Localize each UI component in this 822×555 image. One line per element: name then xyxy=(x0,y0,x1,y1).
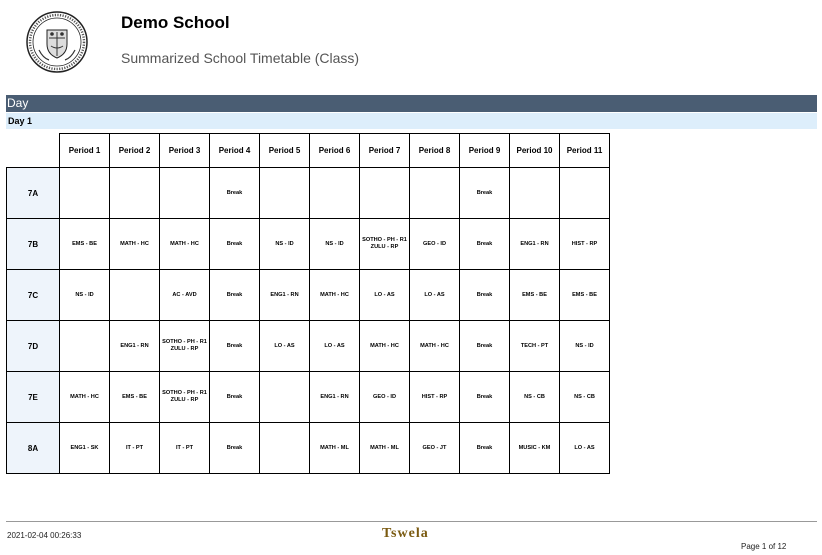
timetable-cell: Break xyxy=(460,423,510,474)
timetable-cell: MATH - HC xyxy=(410,321,460,372)
period-header: Period 10 xyxy=(510,134,560,168)
timetable-cell: MATH - ML xyxy=(310,423,360,474)
footer-divider xyxy=(6,521,817,522)
timetable-cell: TECH - PT xyxy=(510,321,560,372)
table-row xyxy=(7,321,610,372)
period-header: Period 6 xyxy=(310,134,360,168)
timetable-cell: MATH - HC xyxy=(310,270,360,321)
timetable-cell xyxy=(260,168,310,219)
timetable-cell xyxy=(410,168,460,219)
timetable-cell: AC - AVD xyxy=(160,270,210,321)
timetable-cell: ENG1 - RN xyxy=(260,270,310,321)
timetable-body xyxy=(7,168,610,474)
timetable-cell: LO - AS xyxy=(410,270,460,321)
table-row xyxy=(7,219,610,270)
timetable-cell xyxy=(110,168,160,219)
report-subtitle: Summarized School Timetable (Class) xyxy=(121,50,360,66)
school-crest-icon xyxy=(25,10,89,74)
timetable-cell: Break xyxy=(460,270,510,321)
period-header: Period 9 xyxy=(460,134,510,168)
timetable-cell: EMS - BE xyxy=(110,372,160,423)
timetable-cell: LO - AS xyxy=(360,270,410,321)
timetable-cell: Break xyxy=(210,372,260,423)
school-name: Demo School xyxy=(121,13,230,32)
period-header: Period 5 xyxy=(260,134,310,168)
timetable-cell: ENG1 - RN xyxy=(310,372,360,423)
period-header: Period 3 xyxy=(160,134,210,168)
day-label: Day 1 xyxy=(6,113,817,129)
timetable-header-row xyxy=(7,134,610,168)
timetable-cell: Break xyxy=(460,168,510,219)
timetable-cell: MATH - HC xyxy=(110,219,160,270)
timetable-cell: GEO - ID xyxy=(360,372,410,423)
period-header: Period 8 xyxy=(410,134,460,168)
timetable-cell: Break xyxy=(460,321,510,372)
period-header: Period 1 xyxy=(60,134,110,168)
table-row xyxy=(7,168,610,219)
timetable-cell: IT - PT xyxy=(110,423,160,474)
timetable-cell: LO - AS xyxy=(560,423,610,474)
brand-logo: Tswela xyxy=(382,526,429,541)
table-row xyxy=(7,423,610,474)
timetable-cell: MATH - HC xyxy=(60,372,110,423)
timetable-cell xyxy=(310,168,360,219)
timetable-cell: SOTHO - PH - R1 ZULU - RP xyxy=(160,321,210,372)
timetable-cell: NS - CB xyxy=(560,372,610,423)
print-timestamp: 2021-02-04 00:26:33 xyxy=(7,531,82,540)
timetable-cell: EMS - BE xyxy=(560,270,610,321)
timetable-cell xyxy=(160,168,210,219)
day-section-bar: Day xyxy=(6,95,817,112)
timetable-cell: Break xyxy=(210,270,260,321)
page-number: Page 1 of 12 xyxy=(741,542,787,551)
timetable-cell: MATH - HC xyxy=(160,219,210,270)
timetable-cell xyxy=(510,168,560,219)
timetable-cell: GEO - ID xyxy=(410,219,460,270)
class-label: 7A xyxy=(7,168,60,219)
period-header: Period 11 xyxy=(560,134,610,168)
timetable-cell: SOTHO - PH - R1 ZULU - RP xyxy=(160,372,210,423)
timetable-cell xyxy=(110,270,160,321)
timetable-cell: MUSIC - KM xyxy=(510,423,560,474)
timetable-cell: NS - ID xyxy=(60,270,110,321)
period-header: Period 7 xyxy=(360,134,410,168)
timetable-cell: NS - CB xyxy=(510,372,560,423)
class-label: 7D xyxy=(7,321,60,372)
timetable-cell xyxy=(360,168,410,219)
timetable-cell: MATH - HC xyxy=(360,321,410,372)
timetable-cell: Break xyxy=(210,168,260,219)
class-label: 7C xyxy=(7,270,60,321)
timetable-cell: Break xyxy=(210,423,260,474)
timetable-cell: LO - AS xyxy=(310,321,360,372)
timetable xyxy=(6,133,610,474)
timetable-cell: ENG1 - RN xyxy=(110,321,160,372)
timetable-cell xyxy=(60,168,110,219)
timetable-cell: Break xyxy=(460,219,510,270)
timetable-cell: LO - AS xyxy=(260,321,310,372)
corner-cell xyxy=(7,134,60,168)
period-header: Period 2 xyxy=(110,134,160,168)
timetable-cell xyxy=(260,423,310,474)
timetable-cell: IT - PT xyxy=(160,423,210,474)
table-row xyxy=(7,372,610,423)
timetable-cell: EMS - BE xyxy=(510,270,560,321)
timetable-cell: NS - ID xyxy=(560,321,610,372)
timetable-cell: HIST - RP xyxy=(410,372,460,423)
timetable-cell xyxy=(560,168,610,219)
timetable-cell: NS - ID xyxy=(260,219,310,270)
timetable-cell: Break xyxy=(210,321,260,372)
table-row xyxy=(7,270,610,321)
period-header: Period 4 xyxy=(210,134,260,168)
timetable-cell xyxy=(60,321,110,372)
timetable-cell: EMS - BE xyxy=(60,219,110,270)
timetable-cell: ENG1 - SK xyxy=(60,423,110,474)
timetable-cell: Break xyxy=(460,372,510,423)
class-label: 7B xyxy=(7,219,60,270)
timetable-cell: NS - ID xyxy=(310,219,360,270)
timetable-cell: HIST - RP xyxy=(560,219,610,270)
report-header xyxy=(0,0,822,92)
class-label: 7E xyxy=(7,372,60,423)
timetable-cell: GEO - JT xyxy=(410,423,460,474)
timetable-cell: Break xyxy=(210,219,260,270)
timetable-cell: MATH - ML xyxy=(360,423,410,474)
class-label: 8A xyxy=(7,423,60,474)
timetable-cell xyxy=(260,372,310,423)
timetable-cell: SOTHO - PH - R1 ZULU - RP xyxy=(360,219,410,270)
timetable-cell: ENG1 - RN xyxy=(510,219,560,270)
